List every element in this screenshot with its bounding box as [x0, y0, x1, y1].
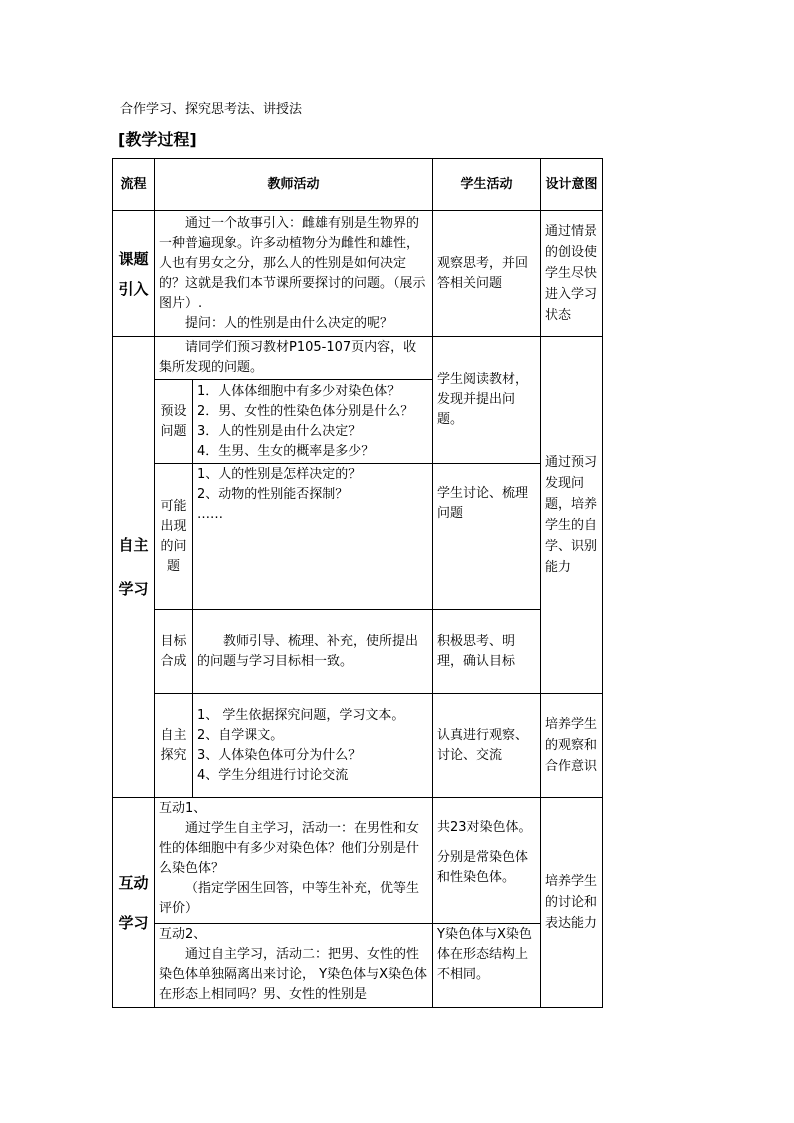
list-item: 3．人的性别是由什么决定？ — [197, 423, 362, 439]
preset-student: 学生阅读教材，发现并提出问题。 — [433, 337, 541, 464]
activity-1-note: （指定学困生回答，中等生补充，优等生评价） — [159, 881, 420, 916]
list-item: 1、 学生依据探究问题，学习文本。 — [197, 707, 405, 723]
activity-1-text: 通过学生自主学习，活动一：在男性和女性的体细胞中有多少对染色体？他们分别是什么染色体？ — [159, 821, 420, 876]
possible-label: 可能出现的问题 — [155, 464, 193, 610]
table-row-goal — [113, 610, 603, 694]
list-item: 4．生男、生女的概率是多少？ — [197, 443, 375, 459]
possible-items-cell — [193, 464, 433, 610]
goal-label: 目标合成 — [155, 610, 193, 694]
self-study-teacher-intro: 请同学们预习教材P105-107页内容，收集所发现的问题。 — [155, 337, 433, 380]
activity-2-text: 通过自主学习，活动二：把男、女性的性染色体单独隔离出来讨论， Y染色体与X染色体在形态上相同吗？男、女性的性别是 — [159, 947, 427, 1002]
interactive-design: 培养学生的讨论和表达能力 — [541, 798, 603, 1008]
list-item: …… — [197, 507, 223, 522]
header-design: 设计意图 — [541, 159, 603, 211]
intro-student: 观察思考，并回答相关问题 — [433, 211, 541, 337]
table-row-interactive-1 — [113, 798, 603, 924]
intro-teacher-text: 通过一个故事引入：雌雄有别是生物界的一种普遍现象。许多动植物分为雌性和雄性，人也有男女之分，那么人的性别是如何决定的？这就是我们本节课所要探讨的问题。（展示图片）. — [159, 215, 426, 311]
header-student: 学生活动 — [433, 159, 541, 211]
intro-teacher-cell — [155, 211, 433, 337]
goal-text: 教师引导、梳理、补充，使所提出的问题与学习目标相一致。 — [193, 610, 433, 694]
intro-teacher-question: 提问：人的性别是由什么决定的呢？ — [185, 315, 394, 331]
flow-self-study: 自主学习 — [113, 337, 155, 798]
list-item: 2、动物的性别能否探制？ — [197, 487, 349, 502]
interactive-1-teacher-cell — [155, 798, 433, 924]
table-row-self-study-intro — [113, 337, 603, 380]
activity-1-student-b: 分别是常染色体和性染色体。 — [437, 850, 529, 885]
teaching-process-table — [112, 158, 603, 1008]
list-item: 4、学生分组进行讨论交流 — [197, 767, 349, 783]
table-row-possible — [113, 464, 603, 610]
interactive-2-teacher-cell — [155, 924, 433, 1008]
explore-items-cell — [193, 694, 433, 798]
activity-1-student-a: 共23对染色体。 — [437, 820, 532, 835]
table-row-intro — [113, 211, 603, 337]
possible-student: 学生讨论、梳理问题 — [433, 464, 541, 610]
explore-label: 自主探究 — [155, 694, 193, 798]
table-row-interactive-2 — [113, 924, 603, 1008]
activity-2-title: 互动2、 — [159, 927, 207, 942]
preset-label: 预设问题 — [155, 380, 193, 464]
header-flow: 流程 — [113, 159, 155, 211]
preset-items-cell — [193, 380, 433, 464]
self-study-design: 通过预习发现问题，培养学生的自学、识别能力 — [541, 337, 603, 694]
list-item: 2．男、女性的性染色体分别是什么？ — [197, 403, 414, 419]
intro-design: 通过情景的创设使学生尽快进入学习状态 — [541, 211, 603, 337]
list-item: 2、自学课文。 — [197, 727, 284, 743]
flow-interactive: 互动学习 — [113, 798, 155, 1008]
activity-2-student: Y染色体与X染色体在形态结构上不相同。 — [433, 924, 541, 1008]
teaching-methods-line: 合作学习、探究思考法、讲授法 — [120, 102, 303, 117]
list-item: 1、人的性别是怎样决定的？ — [197, 467, 362, 482]
interactive-1-student-cell — [433, 798, 541, 924]
list-item: 1．人体体细胞中有多少对染色体？ — [197, 383, 401, 399]
list-item: 3、人体染色体可分为什么？ — [197, 747, 362, 763]
explore-design: 培养学生的观察和合作意识 — [541, 694, 603, 798]
table-header-row — [113, 159, 603, 211]
flow-intro: 课题引入 — [113, 211, 155, 337]
table-row-explore — [113, 694, 603, 798]
section-title: [教学过程] — [118, 130, 197, 149]
explore-student: 认真进行观察、讨论、交流 — [433, 694, 541, 798]
activity-1-title: 互动1、 — [159, 801, 207, 816]
goal-student: 积极思考、明理，确认目标 — [433, 610, 541, 694]
header-teacher: 教师活动 — [155, 159, 433, 211]
